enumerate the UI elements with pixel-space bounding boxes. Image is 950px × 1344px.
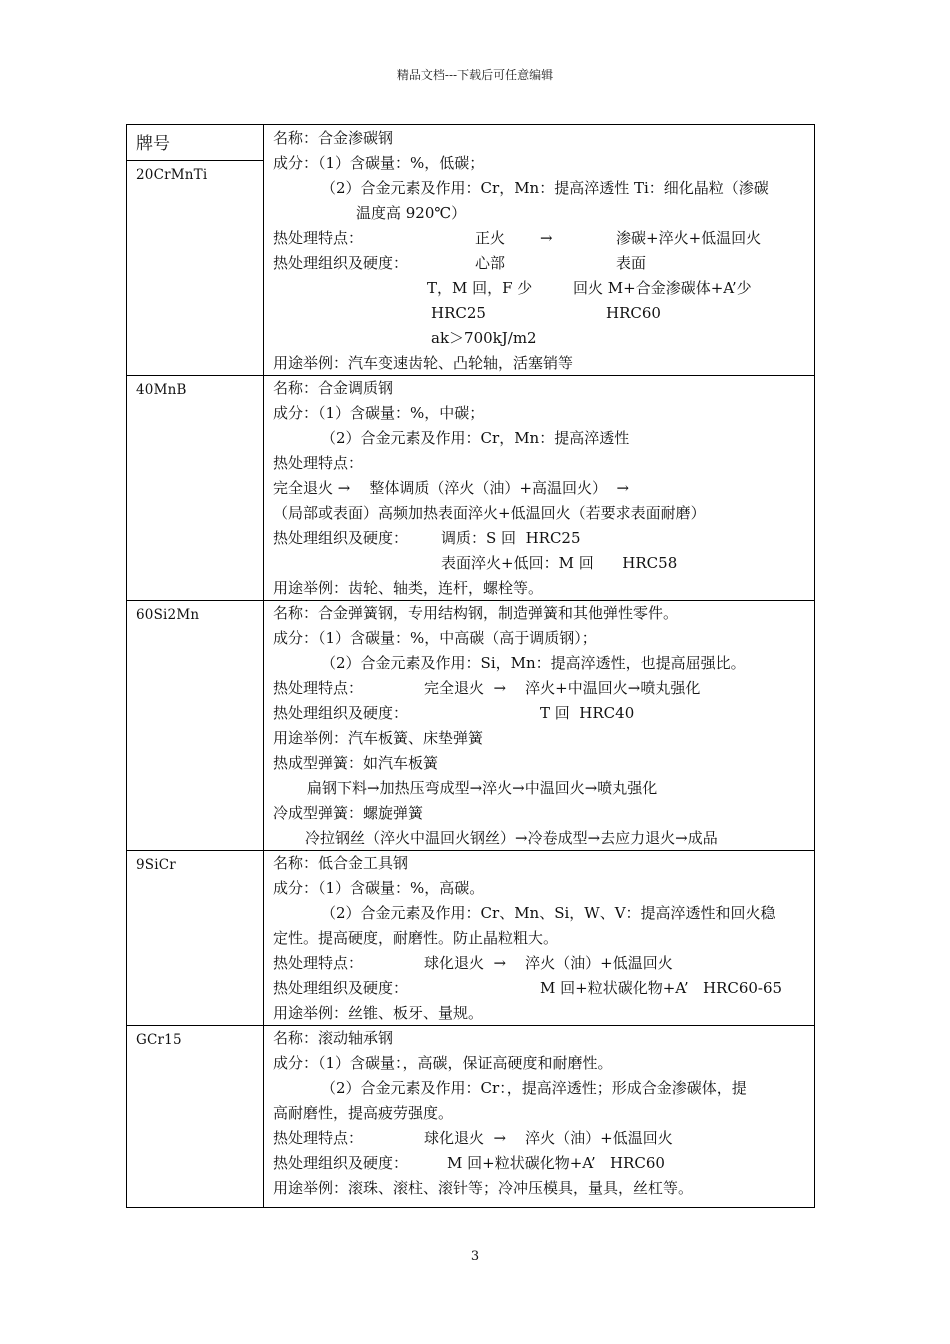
row3-line: 成分：（1）含碳量：%，中高碳（高于调质钢）； [273, 629, 597, 647]
row3-line: 名称：合金弹簧钢，专用结构钢，制造弹簧和其他弹性零件。 [273, 604, 679, 622]
row5-line: 成分：（1）含碳量：，高碳，保证高硬度和耐磨性。 [273, 1054, 613, 1072]
row1-line: 回火 M+合金渗碳体+A’少 [573, 279, 752, 297]
row3-line: 热处理特点： [273, 679, 364, 697]
row1-line: 热处理特点： [273, 229, 364, 247]
row5-line: 热处理特点： [273, 1129, 364, 1147]
column-divider [263, 125, 264, 1207]
steel-grade-table [126, 124, 815, 1208]
arrow-icon: → [540, 229, 553, 247]
row5-line: 名称：滚动轴承钢 [273, 1029, 394, 1047]
grade-40mnb: 40MnB [136, 382, 187, 398]
page-header: 精品文档---下载后可任意编辑 [396, 68, 554, 82]
row1-line: 热处理组织及硬度： [273, 254, 409, 272]
page-number: 3 [470, 1249, 480, 1264]
row-divider [127, 600, 814, 601]
row4-line: 热处理组织及硬度： [273, 979, 409, 997]
row-divider [127, 850, 814, 851]
row4-line: 名称：低合金工具钢 [273, 854, 409, 872]
row1-line: HRC25 [431, 304, 486, 322]
row4-line: 成分：（1）含碳量：%，高碳。 [273, 879, 485, 897]
row1-line: 正火 [475, 229, 506, 247]
row3-line: 用途举例：汽车板簧、床垫弹簧 [273, 729, 484, 747]
row5-line: M 回+粒状碳化物+A’ HRC60 [447, 1154, 665, 1172]
row2-line: 名称：合金调质钢 [273, 379, 394, 397]
row1-line: 用途举例：汽车变速齿轮、凸轮轴，活塞销等 [273, 354, 574, 372]
row2-line: 成分：（1）含碳量：%，中碳； [273, 404, 485, 422]
row3-line: 冷成型弹簧：螺旋弹簧 [273, 804, 424, 822]
row2-line: 完全退火 → 整体调质（淬火（油）+高温回火） → [273, 479, 630, 497]
row-divider [127, 375, 814, 376]
row5-line: 球化退火 → 淬火（油）+低温回火 [424, 1129, 673, 1147]
row3-line: 完全退火 → 淬火+中温回火→喷丸强化 [424, 679, 701, 697]
row4-line: （2）合金元素及作用：Cr、Mn、Si，W、V：提高淬透性和回火稳 [321, 904, 776, 922]
row5-line: 用途举例：滚珠、滚柱、滚针等；冷冲压模具，量具，丝杠等。 [273, 1179, 694, 1197]
row4-line: 用途举例：丝锥、板牙、量规。 [273, 1004, 484, 1022]
row4-line: 热处理特点： [273, 954, 364, 972]
row2-line: 热处理特点： [273, 454, 364, 472]
row1-line: 表面 [616, 254, 647, 272]
grade-60si2mn: 60Si2Mn [136, 607, 200, 623]
row3-line: 热成型弹簧：如汽车板簧 [273, 754, 439, 772]
grade-20crmnti: 20CrMnTi [136, 167, 208, 183]
row4-line: 球化退火 → 淬火（油）+低温回火 [424, 954, 673, 972]
row5-line: 高耐磨性，提高疲劳强度。 [273, 1104, 454, 1122]
row1-line: ak＞700kJ/m2 [431, 329, 537, 347]
row2-line: 用途举例：齿轮、轴类，连杆，螺栓等。 [273, 579, 544, 597]
row1-line: HRC60 [606, 304, 661, 322]
header-divider [127, 160, 263, 161]
row1-line: 心部 [475, 254, 506, 272]
row1-line: 渗碳+淬火+低温回火 [616, 229, 762, 247]
row5-line: 热处理组织及硬度： [273, 1154, 409, 1172]
row3-line: T 回 HRC40 [540, 704, 635, 722]
grade-column-header: 牌号 [136, 134, 170, 154]
grade-9sicr: 9SiCr [136, 857, 176, 873]
row3-line: 冷拉钢丝（淬火中温回火钢丝）→冷卷成型→去应力退火→成品 [305, 829, 718, 847]
row2-line: （局部或表面）高频加热表面淬火+低温回火（若要求表面耐磨） [273, 504, 706, 522]
row1-line: 温度高 920℃） [356, 204, 467, 222]
row1-line: （2）合金元素及作用：Cr，Mn：提高淬透性 Ti：细化晶粒（渗碳 [321, 179, 769, 197]
row5-line: （2）合金元素及作用：Cr：，提高淬透性；形成合金渗碳体，提 [321, 1079, 747, 1097]
row2-line: 热处理组织及硬度： [273, 529, 409, 547]
row4-line: 定性。提高硬度，耐磨性。防止晶粒粗大。 [273, 929, 559, 947]
row2-line: （2）合金元素及作用：Cr，Mn：提高淬透性 [321, 429, 630, 447]
row-divider [127, 1025, 814, 1026]
row1-line: 成分：（1）含碳量：%，低碳； [273, 154, 485, 172]
row4-line: M 回+粒状碳化物+A’ HRC60-65 [540, 979, 783, 997]
row1-line: T，M 回，F 少 [427, 279, 533, 297]
row1-line: 名称：合金渗碳钢 [273, 129, 394, 147]
row3-line: （2）合金元素及作用：Si，Mn：提高淬透性，也提高屈强比。 [321, 654, 746, 672]
row2-line: 调质：S 回 HRC25 [441, 529, 581, 547]
row2-line: 表面淬火+低回：M 回 HRC58 [441, 554, 678, 572]
grade-gcr15: GCr15 [136, 1032, 182, 1048]
row3-line: 热处理组织及硬度： [273, 704, 409, 722]
row3-line: 扁钢下料→加热压弯成型→淬火→中温回火→喷丸强化 [307, 779, 658, 797]
